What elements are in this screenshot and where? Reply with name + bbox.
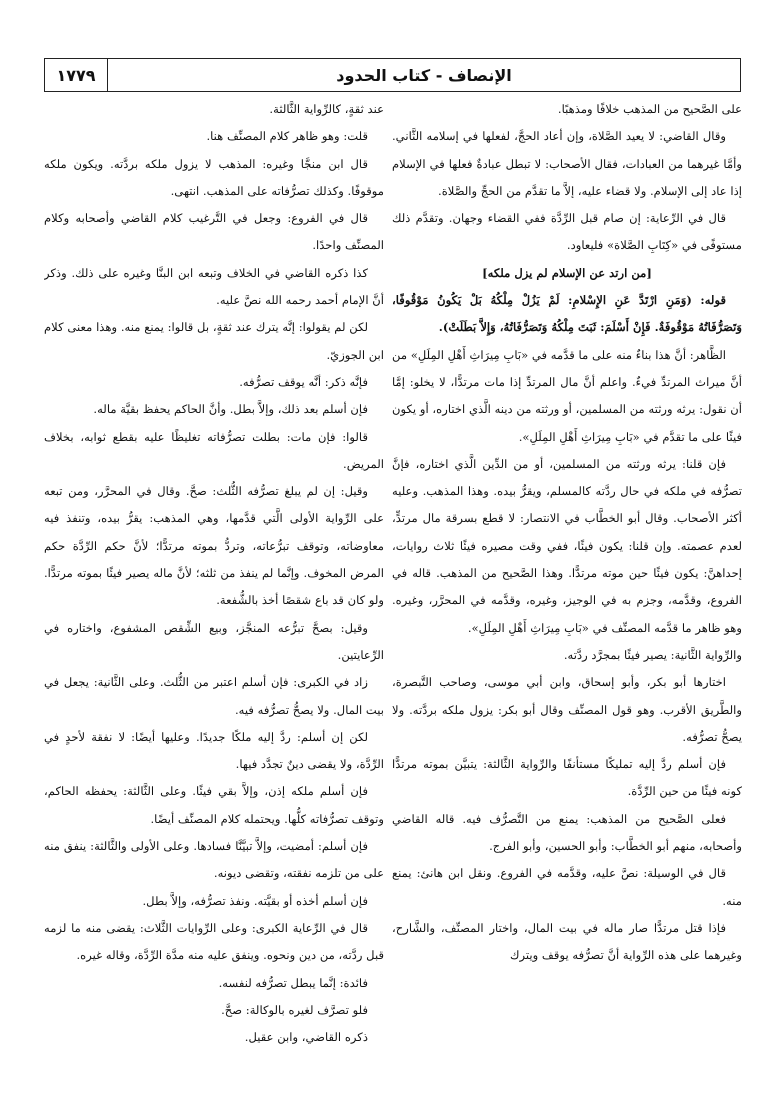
paragraph: قال ابن منجَّا وغيره: المذهب لا يزول ملكه بردَّته. ويكون ملكه موقوفًا. وكذلك تصرُّفاته على المذهب. انتهى. <box>44 156 384 198</box>
page-header <box>44 58 741 92</box>
paragraph: الظَّاهر: أنَّ هذا بناءٌ منه على ما قدَّمه في «بَابِ مِيرَاثِ أَهْلِ المِلَلِ» من أنَّ ميراث المرتدِّ فيءٌ. واعلم أنَّ مال المرتدِّ إذا مات مرتدًّا، لا يخلو: إمَّا أن نقول: يرثه ورثته من المسلمين، أو ورثته من دينه الَّذي اختاره، أو يكون فيئًا على ما تقدَّم في «بَابِ مِيرَاثِ أَهْلِ المِلَلِ». <box>392 347 742 444</box>
running-title: الإنصاف - كتاب الحدود <box>336 65 512 85</box>
paragraph: والرِّواية الثَّانية: يصير فيئًا بمجرَّد ردَّته. <box>563 647 742 662</box>
paragraph: قال في الفروع: وجعل في التَّرغيب كلام القاضي وأصحابه وكلام المصنِّف واحدًا. <box>44 211 384 253</box>
paragraph: وقيل: إن لم يبلغ تصرُّفه الثُّلث: صحَّ. وقال في المحرَّر، ومن تبعه على الرِّواية الأولى الَّتي قدَّمها، وهي المذهب: يقرُّ بيده، وتنفذ فيه معاوضاته، وتوقف تبرُّعاته، وتردُّ بموته مرتدًّا؛ لأنَّ حكم الرِّدَّة حكم المرض المخوف. وإنَّما لم ينفذ من ثلثه؛ لأنَّ ماله يصير فيئًا بموته مرتدًّا. ولو كان قد باع شقصًا أخذ بالشُّفعة. <box>44 484 384 608</box>
paragraph: فإن أسلم بعد ذلك، وإلاَّ بطل. وأنَّ الحاكم يحفظ بقيَّة ماله. <box>93 402 368 417</box>
paragraph: زاد في الكبرى: فإن أسلم اعتبر من الثُّلث. وعلى الثَّانية: يجعل في بيت المال. ولا يصحُّ تصرُّفه فيه. <box>44 675 384 717</box>
paragraph: قال في الوسيلة: نصَّ عليه، وقدَّمه في الفروع. ونقل ابن هانئ: يمنع منه. <box>392 866 742 908</box>
paragraph: على الصَّحيح من المذهب خلافًا ومذهبًا. <box>557 102 742 116</box>
paragraph: وقيل: بصحَّ تبرُّعه المنجَّز، وبيع الشِّقص المشفوع، واختاره في الرِّعايتين. <box>44 620 384 662</box>
page-number: ١٧٧٩ <box>45 59 108 91</box>
paragraph: فإذا قتل مرتدًّا صار ماله في بيت المال، واختار المصنِّف، والشَّارح، وغيرهما على هذه الرِّواية أنَّ تصرُّفه يوقف ويترك <box>392 920 742 963</box>
paragraph: لكن لم يقولوا: إنَّه يترك عند ثقةٍ، بل قالوا: يمنع منه. وهذا معنى كلام ابن الجوزيّ. <box>44 320 384 362</box>
paragraph: فعلى الصَّحيح من المذهب: يمنع من التَّصرُّف فيه. قاله القاضي وأصحابه، منهم أبو الخطَّاب: وأبو الحسين، وأبو الفرج. <box>392 811 742 854</box>
paragraph: فإنَّه ذكر: أنَّه يوقف تصرُّفه. <box>239 374 368 389</box>
paragraph: وقال القاضي: لا يعيد الصَّلاة، وإن أعاد الحجَّ، لفعلها في إسلامه الثَّاني. وأمَّا غيرهما من العبادات، فقال الأصحاب: لا تبطل عبادةٌ فعلها في الإسلام إذا عاد إلى الإسلام. ولا قضاء عليه، إلاَّ ما تقدَّم من الحجِّ والصَّلاة. <box>392 129 742 198</box>
paragraph: عند ثقةٍ، كالرِّواية الثَّالثة. <box>269 102 384 116</box>
paragraph: قوله: (وَمَنِ ارْتَدَّ عَنِ الإِسْلامِ: لَمْ يَزُلْ مِلْكُهُ بَلْ يَكُونُ مَوْقُوفًا، وَتَصَرُّفَاتُهُ مَوْقُوفَةٌ. فَإِنْ أَسْلَمَ: ثَبَتَ مِلْكُهُ وَتَصَرُّفَاتُهُ، وَإِلاَّ بَطَلَتْ). <box>392 293 742 335</box>
paragraph: فإن أسلم ملكه إذن، وإلاَّ بقي فيئًا. وعلى الثَّالثة: يحفظه الحاكم، وتوقف تصرُّفاته كلُّها. ويحتمله كلام المصنِّف أيضًا. <box>44 784 384 826</box>
paragraph: لكن إن أسلم: ردَّ إليه ملكًا جديدًا. وعليها أيضًا: لا نفقة لأحدٍ في الرِّدَّة، ولا يقضى دينٌ تجدَّد فيها. <box>44 729 384 772</box>
paragraph: ذكره القاضي، وابن عقيل. <box>244 1030 368 1045</box>
paragraph: قال في الرِّعاية الكبرى: وعلى الرِّوايات الثَّلاث: يقضى منه ما لزمه قبل ردَّته، من دين ونحوه. وينفق عليه منه مدَّة الرِّدَّة، وقاله غيره. <box>44 920 384 963</box>
left-text-column <box>44 96 384 1101</box>
paragraph: فإن أسلم أخذه أو بقيَّته. ونفذ تصرُّفه، وإلاَّ بطل. <box>142 893 368 908</box>
paragraph: اختارها أبو بكر، وأبو إسحاق، وابن أبي موسى، وصاحب التَّبصرة، والطَّريق الأقرب. وهو قول المصنِّف وقال أبو بكر: يزول ملكه بردَّته. ولا يصحُّ تصرُّفه. <box>392 675 742 744</box>
paragraph: قال في الرِّعاية: إن صام قبل الرِّدَّة ففي القضاء وجهان. وتقدَّم ذلك مستوفًى في «كِتَابِ الصَّلاة» فليعاود. <box>392 211 742 253</box>
paragraph: فإن أسلم ردَّ إليه تمليكًا مستأنفًا والرِّواية الثَّالثة: يتبيَّن بموته مرتدًّا كونه فيئًا من حين الرِّدَّة. <box>392 757 742 799</box>
paragraph: فائدة: إنَّما يبطل تصرُّفه لنفسه. <box>218 975 368 990</box>
paragraph: فلو تصرَّف لغيره بالوكالة: صحَّ. <box>221 1002 368 1017</box>
paragraph: فإن أسلم: أمضيت، وإلاَّ تبيَّنَّا فسادها. وعلى الأولى والثَّالثة: ينفق منه على من تلزمه نفقته، وتقضى ديونه. <box>44 839 384 881</box>
section-heading: [من ارتد عن الإسلام لم يزل ملكه] <box>482 265 652 280</box>
paragraph: فإن قلنا: يرثه ورثته من المسلمين، أو من الدِّين الَّذي اختاره، فإنَّ تصرُّفه في ملكه في حال ردَّته كالمسلم، ويقرُّ بيده. وهذا المذهب. وعليه أكثر الأصحاب. وقال أبو الخطَّاب في الانتصار: لا قطع بسرقة مال مرتدٍّ، لعدم عصمته. وإن قلنا: يكون فيئًا، ففي وقت مصيره فيئًا ثلاث روايات، إحداهنَّ: يكون فيئًا حين موته مرتدًّا. وهذا الصَّحيح من المذهب. قاله في الفروع، وقدَّمه، وجزم به في الوجيز، وغيره، وقدَّمه في المحرَّر، وغيره. وهو ظاهر ما قدَّمه المصنِّف في «بَابِ مِيرَاثِ أَهْلِ المِلَلِ». <box>392 456 742 635</box>
right-text-column <box>392 96 742 1101</box>
paragraph: قالوا: فإن مات: بطلت تصرُّفاته تغليظًا عليه بقطع ثوابه، بخلاف المريض. <box>44 429 384 471</box>
paragraph: كذا ذكره القاضي في الخلاف وتبعه ابن البنَّا وغيره على ذلك. وذكر أنَّ الإمام أحمد رحمه الله نصَّ عليه. <box>44 265 384 308</box>
paragraph: قلت: وهو ظاهر كلام المصنِّف هنا. <box>206 129 368 144</box>
